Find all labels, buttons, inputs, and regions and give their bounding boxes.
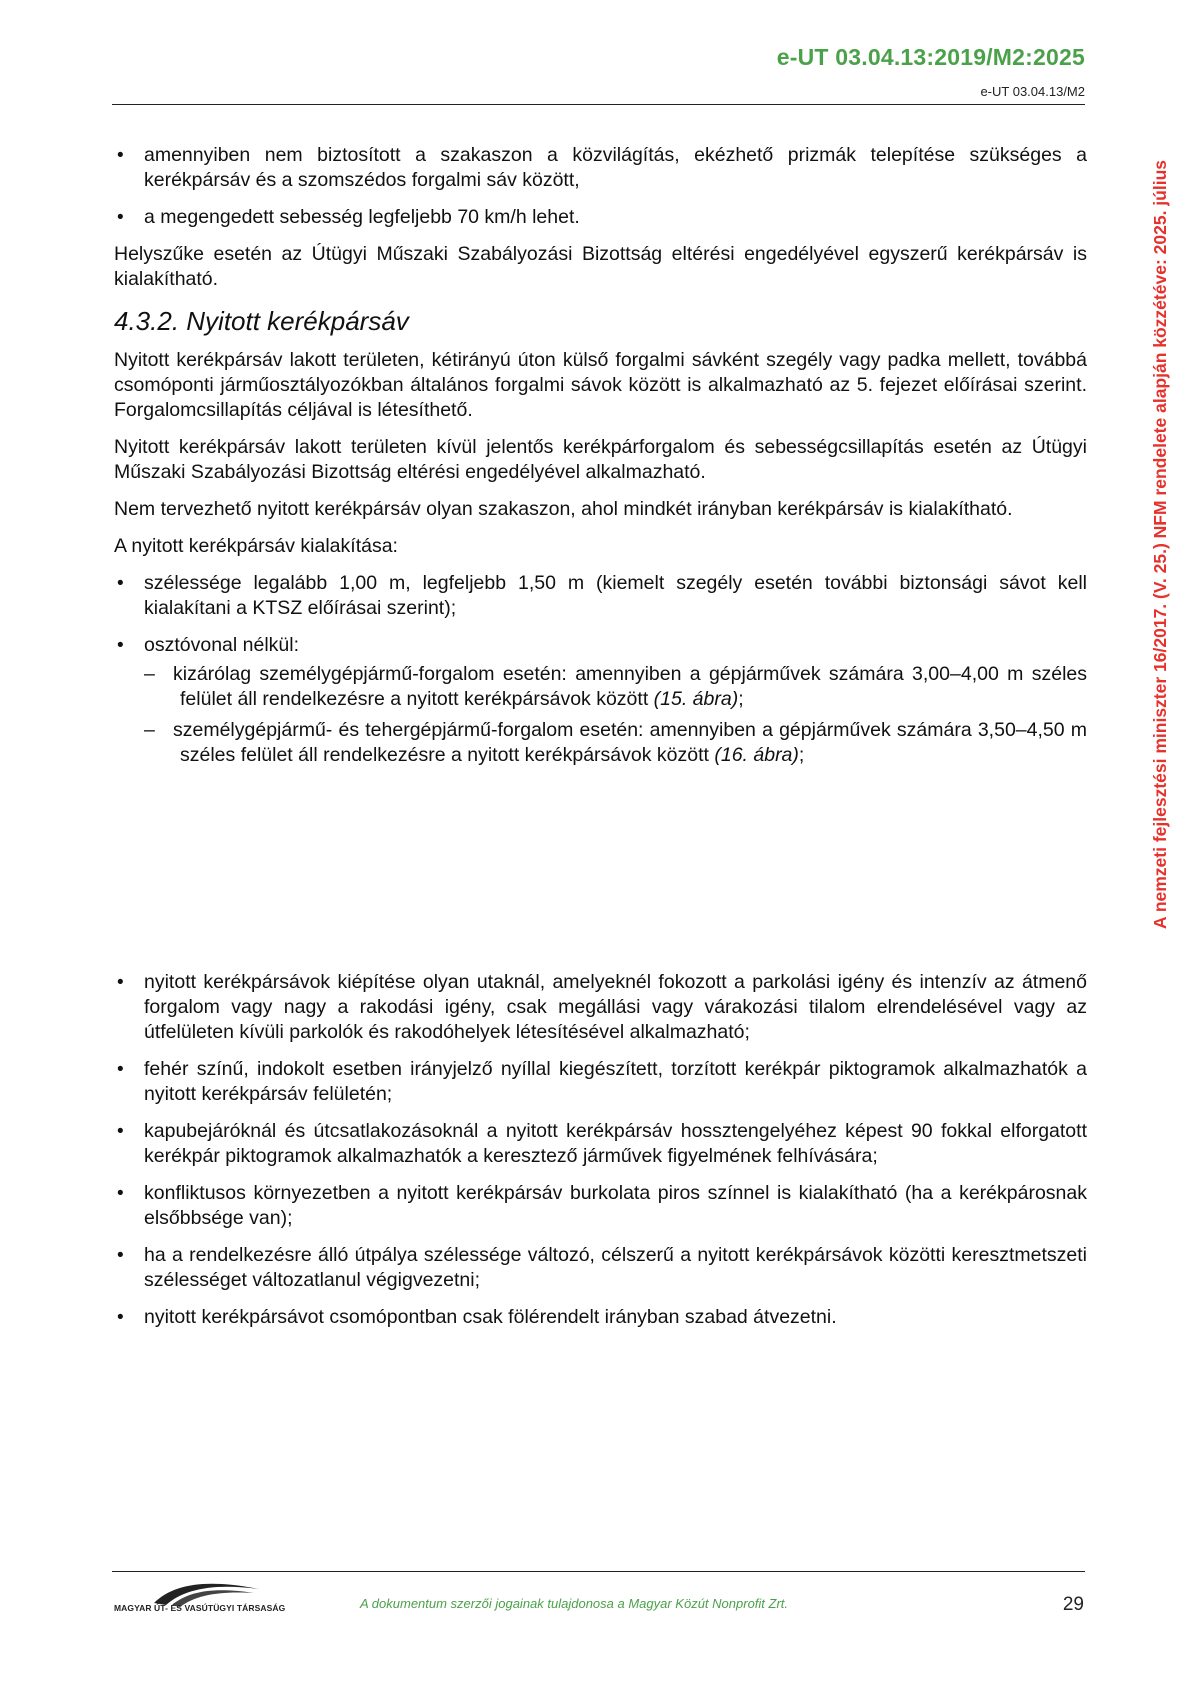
figure-reference: (15. ábra) <box>653 688 739 710</box>
figure-reference: (16. ábra) <box>714 744 799 766</box>
sub-list-item: – kizárólag személygépjármű-forgalom esetén: amennyiben a gépjárművek számára 3,00–4,00 m széles felület áll rendelkezésre a nyitott kerékpársávok között (15. ábra); <box>144 663 1087 710</box>
bullet-icon: • <box>117 1307 124 1328</box>
intro-bullet-list <box>114 143 1087 230</box>
bullet-icon: • <box>117 1059 124 1080</box>
publication-side-note: A nemzeti fejlesztési miniszter 16/2017. (V. 25.) NFM rendelete alapján közzétéve: 2025. július <box>1150 160 1170 930</box>
bullet-icon: • <box>117 1245 124 1266</box>
list-item: • osztóvonal nélkül: – kizárólag személygépjármű-forgalom esetén: amennyiben a gépjárművek számára 3,00–4,00 m széles felület áll rendelkezésre a nyitott kerékpársávok között (15. ábra); – személygépjármű- és tehergépjármű-forgalom esetén: amennyiben a gépjárművek számára 3,50–4,50 m széles felület áll rendelkezésre a nyitott kerékpársávok között (16. ábra); <box>117 634 1087 766</box>
society-logo-text: MAGYAR ÚT- ÉS VASÚTÜGYI TÁRSASÁG <box>114 1603 286 1613</box>
list-item: • amennyiben nem biztosított a szakaszon a közvilágítás, ekézhető prizmák telepítése szükséges a kerékpársáv és a szomszédos forgalmi sáv között, <box>117 144 1087 191</box>
dash-icon: – <box>144 719 155 741</box>
bullet-icon: • <box>117 145 124 166</box>
list-item: • a megengedett sebesség legfeljebb 70 km/h lehet. <box>117 206 580 228</box>
design-bullet-list <box>114 571 1087 768</box>
section-paragraph: Nem tervezhető nyitott kerékpársáv olyan szakaszon, ahol mindkét irányban kerékpársáv is kialakítható. <box>114 498 1013 520</box>
footer-divider <box>112 1571 1085 1572</box>
figure-blank-space <box>114 780 1087 970</box>
section-title: 4.3.2. Nyitott kerékpársáv <box>114 306 409 336</box>
bullet-icon: • <box>117 972 124 993</box>
document-id: e-UT 03.04.13:2019/M2:2025 <box>776 44 1085 70</box>
header-divider <box>112 104 1085 105</box>
list-item: • kapubejáróknál és útcsatlakozásoknál a nyitott kerékpársáv hossztengelyéhez képest 90 fokkal elforgatott kerékpár piktogramok alkalmazhatók a keresztező járművek figyelmének felhívására; <box>117 1120 1087 1167</box>
bullet-icon: • <box>117 1121 124 1142</box>
document-short-id: e-UT 03.04.13/M2 <box>980 84 1085 99</box>
page-content <box>114 143 1087 1342</box>
page-number: 29 <box>1062 1594 1084 1615</box>
design-heading: A nyitott kerékpársáv kialakítása: <box>114 535 398 557</box>
list-item: • szélessége legalább 1,00 m, legfeljebb 1,50 m (kiemelt szegély esetén további biztonsági sávot kell kialakítani a KTSZ előírásai szerint); <box>117 572 1087 619</box>
dash-icon: – <box>144 663 155 685</box>
bullet-icon: • <box>117 1183 124 1204</box>
section-paragraph: Nyitott kerékpársáv lakott területen kívül jelentős kerékpárforgalom és sebességcsillapítás esetén az Útügyi Műszaki Szabályozási Bizottság eltérési engedélyével alkalmazható. <box>114 436 1087 483</box>
list-item: • fehér színű, indokolt esetben irányjelző nyíllal kiegészített, torzított kerékpár piktogramok alkalmazhatók a nyitott kerékpársáv felületén; <box>117 1058 1087 1105</box>
list-item: • nyitott kerékpársávok kiépítése olyan utaknál, amelyeknél fokozott a parkolási igény és intenzív az átmenő forgalom vagy nagy a rakodási igény, csak megállási vagy várakozási tilalom elrendelésével vagy az útfelületen kívüli parkolók és rakodóhelyek létesítésével alkalmazható; <box>117 971 1087 1043</box>
copyright-notice: A dokumentum szerzői jogainak tulajdonosa a Magyar Közút Nonprofit Zrt. <box>360 1596 789 1611</box>
bullet-icon: • <box>117 573 124 594</box>
bullet-icon: • <box>117 635 124 656</box>
sub-list-item: – személygépjármű- és tehergépjármű-forgalom esetén: amennyiben a gépjárművek számára 3,50–4,50 m széles felület áll rendelkezésre a nyitott kerékpársávok között (16. ábra); <box>144 719 1087 766</box>
section-paragraph: Nyitott kerékpársáv lakott területen, kétirányú úton külső forgalmi sávként szegély vagy padka mellett, továbbá csomóponti járműosztályozókban általános forgalmi sávok között is alkalmazható az 5. fejezet előírásai szerint. Forgalomcsillapítás céljával is létesíthető. <box>114 349 1087 421</box>
list-item: • konfliktusos környezetben a nyitott kerékpársáv burkolata piros színnel is kialakítható (ha a kerékpárosnak elsőbbsége van); <box>117 1182 1087 1229</box>
sub-list <box>144 662 1087 768</box>
rules-bullet-list <box>114 970 1087 1330</box>
list-item: • ha a rendelkezésre álló útpálya szélessége változó, célszerű a nyitott kerékpársávok közötti keresztmetszeti szélességet változatlanul végigvezetni; <box>117 1244 1087 1291</box>
paragraph-narrow-space: Helyszűke esetén az Útügyi Műszaki Szabályozási Bizottság eltérési engedélyével egyszerű kerékpársáv is kialakítható. <box>114 243 1087 290</box>
bullet-icon: • <box>117 207 124 228</box>
list-item: • nyitott kerékpársávot csomópontban csak fölérendelt irányban szabad átvezetni. <box>117 1306 837 1328</box>
